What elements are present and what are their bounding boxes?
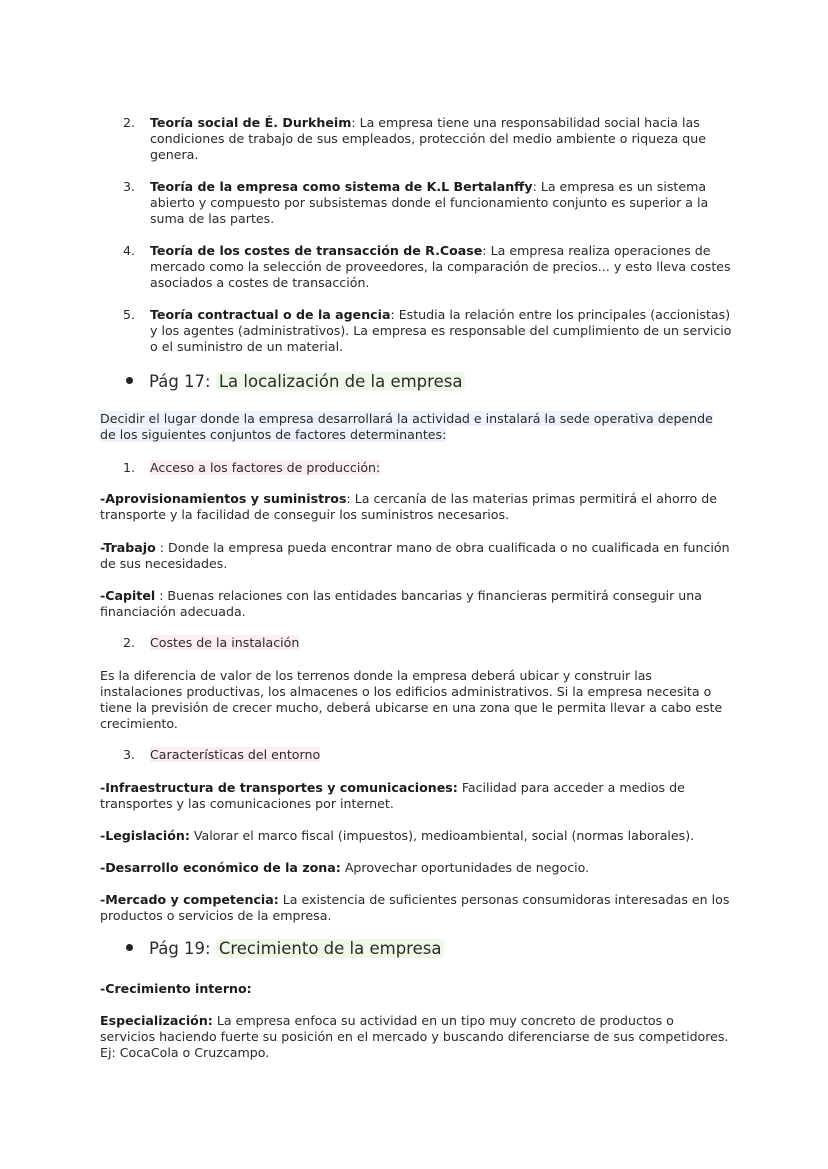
subsection-heading (123, 460, 380, 476)
subsection-label: Características del entorno (150, 747, 321, 762)
paragraph-text: Aprovechar oportunidades de negocio. (340, 860, 590, 875)
subsection-heading (123, 747, 320, 763)
item-title: Teoría de los costes de transacción de R.Coase (150, 243, 483, 258)
paragraph-text: La empresa enfoca su actividad en un tipo muy concreto de productos o servicios haciendo fuerte su posición en el mercado y buscando diferenciarse de sus competidores. Ej: CocaCola o Cruzcampo. (100, 1013, 729, 1060)
item-number: 2. (123, 115, 136, 130)
item-text: : La empresa realiza operaciones de mercado como la selección de proveedores, la comparación de precios... y esto lleva costes asociados a costes de transacción. (150, 243, 731, 290)
paragraph-term: -Desarrollo económico de la zona: (100, 860, 341, 875)
paragraph-term: Especialización: (100, 1013, 213, 1028)
paragraph (100, 588, 732, 620)
subsection-heading (123, 635, 299, 651)
intro-paragraph (100, 411, 732, 443)
paragraph-text: : Buenas relaciones con las entidades bancarias y financieras permitirá conseguir una financiación adecuada. (100, 588, 702, 619)
subsection-number: 3. (123, 747, 136, 762)
subsection-number: 1. (123, 460, 136, 475)
paragraph (100, 668, 732, 732)
item-text: : Estudia la relación entre los principales (accionistas) y los agentes (administrativos). La empresa es responsable del cumplimiento de un servicio o el suministro de un material. (150, 307, 732, 354)
page-reference: Pág 17: (149, 372, 216, 391)
paragraph-text: La existencia de suficientes personas consumidoras interesadas en los productos o servicios de la empresa. (100, 892, 730, 923)
paragraph-text: Valorar el marco fiscal (impuestos), medioambiental, social (normas laborales). (189, 828, 695, 843)
paragraph-term: -Capitel (100, 588, 156, 603)
page-reference: Pág 19: (149, 939, 216, 958)
subsection-number: 2. (123, 635, 136, 650)
item-title: Teoría de la empresa como sistema de K.L Bertalanffy (150, 179, 533, 194)
paragraph (100, 892, 732, 924)
item-body (150, 115, 733, 163)
section-title: La localización de la empresa (216, 372, 466, 391)
paragraph (100, 860, 732, 876)
item-title: Teoría social de É. Durkheim (150, 115, 352, 130)
item-title: Teoría contractual o de la agencia (150, 307, 391, 322)
item-text: : La empresa es un sistema abierto y compuesto por subsistemas donde el funcionamiento conjunto es superior a la suma de las partes. (150, 179, 709, 226)
item-number: 3. (123, 179, 136, 194)
paragraph-term: -Trabajo (100, 540, 156, 555)
item-number: 5. (123, 307, 136, 322)
paragraph (100, 540, 732, 572)
paragraph-term: -Legislación: (100, 828, 190, 843)
subsection-heading (100, 981, 732, 997)
bullet-icon (126, 377, 133, 384)
paragraph-term: -Infraestructura de transportes y comunicaciones: (100, 780, 458, 795)
subsection-label: -Crecimiento interno: (100, 981, 252, 996)
intro-text: Decidir el lugar donde la empresa desarrollará la actividad e instalará la sede operativa depende de los siguientes conjuntos de factores determinantes: (100, 411, 713, 442)
paragraph-term: -Mercado y competencia: (100, 892, 279, 907)
paragraph-term: -Aprovisionamientos y suministros (100, 491, 347, 506)
item-text: : La empresa tiene una responsabilidad social hacia las condiciones de trabajo de sus empleados, protección del medio ambiente o riqueza que genera. (150, 115, 706, 162)
paragraph-text: : Donde la empresa pueda encontrar mano de obra cualificada o no cualificada en función de sus necesidades. (100, 540, 730, 571)
paragraph (100, 828, 732, 844)
bullet-icon (126, 944, 133, 951)
paragraph-text: Facilidad para acceder a medios de transportes y las comunicaciones por internet. (100, 780, 685, 811)
section-heading (126, 371, 465, 393)
subsection-label: Costes de la instalación (150, 635, 300, 650)
subsection-label: Acceso a los factores de producción: (150, 460, 381, 475)
item-body (150, 307, 733, 355)
paragraph-text: Es la diferencia de valor de los terrenos donde la empresa deberá ubicar y construir las instalaciones productivas, los almacenes o los edificios administrativos. Si la empresa necesita o tiene la previsión de crecer mucho, deberá ubicarse en una zona que le permita llevar a cabo este crecimiento. (100, 668, 723, 731)
paragraph (100, 780, 732, 812)
section-heading (126, 938, 444, 960)
section-title: Crecimiento de la empresa (216, 939, 445, 958)
paragraph (100, 1013, 732, 1061)
paragraph-text: : La cercanía de las materias primas permitirá el ahorro de transporte y la facilidad de conseguir los suministros necesarios. (100, 491, 718, 522)
item-body (150, 179, 733, 227)
item-number: 4. (123, 243, 136, 258)
item-body (150, 243, 733, 291)
paragraph (100, 491, 732, 523)
